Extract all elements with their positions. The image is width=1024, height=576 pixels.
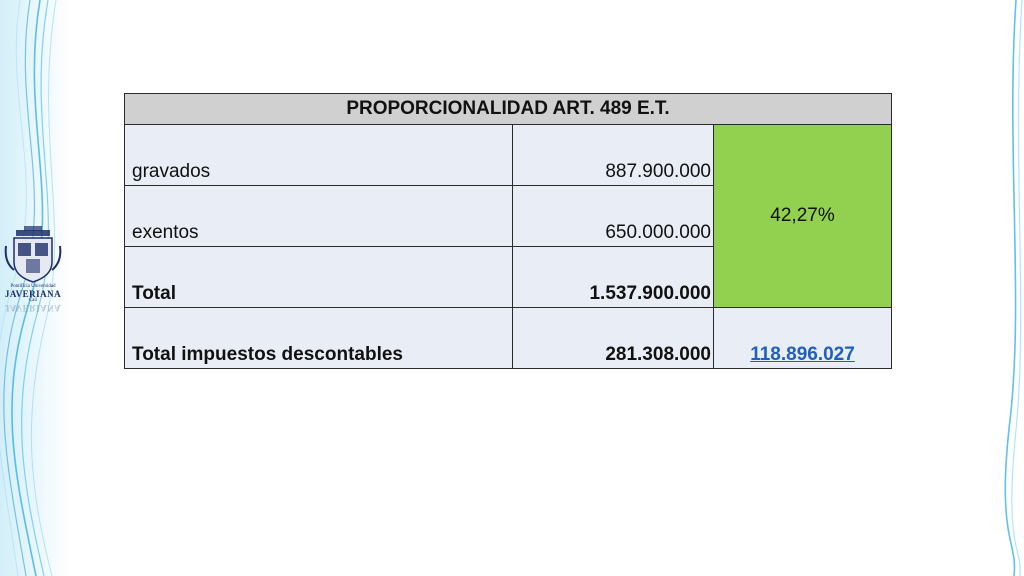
row-label-exentos: exentos (125, 186, 513, 247)
row-value-exentos: 650.000.000 (513, 186, 714, 247)
logo-university-name: JAVERIANA (4, 289, 62, 299)
table-title: PROPORCIONALIDAD ART. 489 E.T. (125, 94, 892, 125)
coat-of-arms-icon (2, 226, 64, 284)
percentage-cell: 42,27% (714, 125, 892, 308)
result-cell (714, 308, 892, 369)
table-row (125, 308, 892, 369)
proportionality-table (124, 93, 892, 369)
university-logo (2, 226, 62, 318)
logo-city: Cali (28, 298, 38, 303)
row-label-gravados: gravados (125, 125, 513, 186)
row-value-total: 1.537.900.000 (513, 247, 714, 308)
right-wave-decoration (998, 0, 1024, 576)
table-row (125, 125, 892, 186)
logo-reflection: JAVERIANA (4, 303, 62, 313)
row-label-total: Total (125, 247, 513, 308)
result-link[interactable]: 118.896.027 (750, 344, 855, 365)
row-value-gravados: 887.900.000 (513, 125, 714, 186)
row-label-impuestos: Total impuestos descontables (125, 308, 513, 369)
table-header-row (125, 94, 892, 125)
logo-university-line: Pontificia Universidad (10, 284, 56, 289)
row-value-impuestos: 281.308.000 (513, 308, 714, 369)
